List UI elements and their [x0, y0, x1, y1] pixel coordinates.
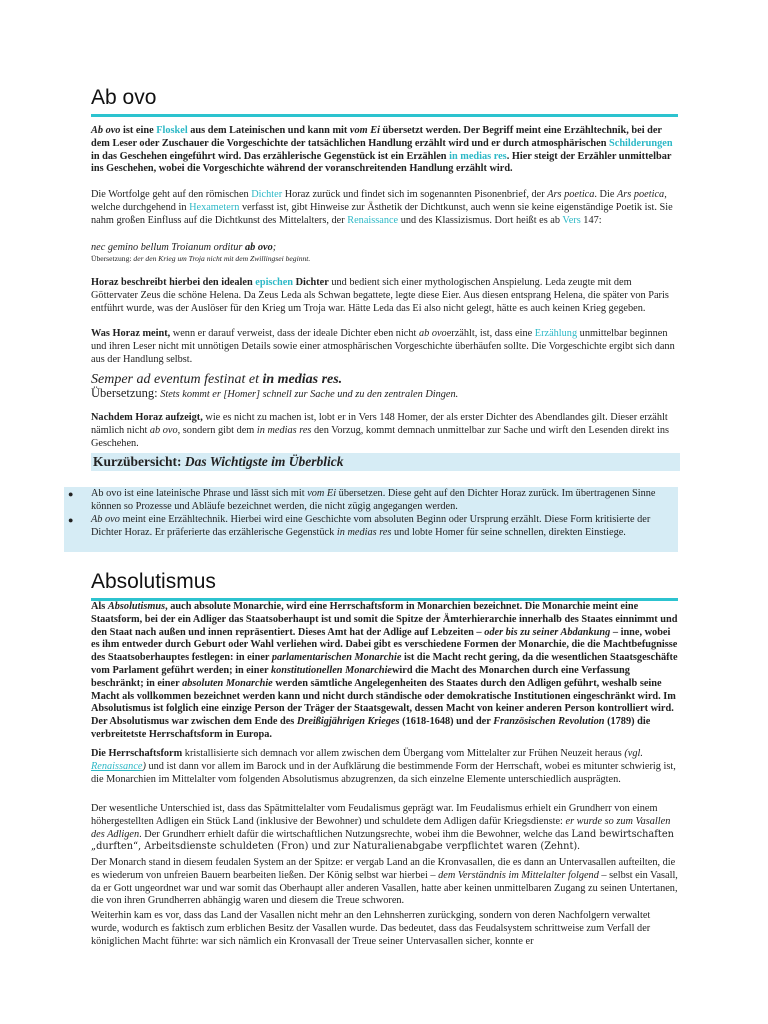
- link-erzaehlung[interactable]: Erzählung: [534, 328, 578, 339]
- heading-absolutismus: Absolutismus: [91, 570, 678, 601]
- heading-ab-ovo: Ab ovo: [91, 86, 678, 117]
- absolutismus-intro-paragraph: Als Absolutismus, auch absolute Monarchie, wird eine Herrschaftsform in Monarchien bezeichnet. Die Monarchie meint eine Staatsform, bei der ein Adliger das Staatsoberhaupt ist und somit die Spitze der Ämterhierarchie innerhalb des Staates einnimmt und den Staat nach außen und innen repräsentiert. Dieses Amt hat der Adlige auf Lebzeiten – oder bis zu seiner Abdankung – inne, wobei es ihm entweder durch Geburt oder Wahl verliehen wird. Dabei gibt es verschiedene Formen der Monarchie, die die Machtbefugnisse des Staatsoberhauptes festlegen: in einer parlamentarischen Monarchie ist die Macht recht gering, da die wesentlichen Staatsgeschäfte vom Parlament geführt werden; in einer konstitutionellen Monarchiewird die Macht des Monarchen durch eine Verfassung beschränkt; in einer absoluten Monarchie werden sämtliche Angelegenheiten des Staates durch den Adligen geführt, weshalb seine Macht als vollkommen bezeichnet werden kann und nicht durch ständische oder demokratische Institutionen eingeschränkt wird. Im Absolutismus ist folglich eine einzige Person der Träger der Staatsgewalt, dessen Macht von keiner anderen Person kontrolliert wird. Der Absolutismus war zwischen dem Ende des Dreißigjährigen Krieges (1618-1648) und der Französischen Revolution (1789) die verbreitetste Herrschaftsform in Europa.: [91, 601, 678, 740]
- ab-ovo-homer-paragraph: Nachdem Horaz aufzeigt, wie es nicht zu machen ist, lobt er in Vers 148 Homer, der als erster Dichter des Abendlandes gilt. Dieser erzählt nämlich nicht ab ovo, sondern gibt dem in medias res den Vorzug, kommt demnach unmittelbar zur Sache und wirft den Lesenden direkt ins Geschehen.: [91, 412, 670, 449]
- link-hexametern[interactable]: Hexametern: [189, 201, 240, 213]
- bullet-icon: ●: [68, 489, 74, 499]
- absolutismus-herrschaftsform-paragraph: Die Herrschaftsform kristallisierte sich demnach vor allem zwischen dem Übergang vom Mittelalter zur Frühen Neuzeit heraus (vgl. Renaissance) und ist dann vor allem im Barock und in der Aufklärung die bestimmende Form der Herrschaft, wobei es mitunter schwierig ist, die Monarchien im Mittelalter vom folgenden Absolutismus abzugrenzen, da sich einzelne Elemente unterschiedlich ausprägten.: [91, 748, 676, 785]
- ab-ovo-meaning-paragraph: Was Horaz meint, wenn er darauf verweist, dass der ideale Dichter eben nicht ab ovoerzählt, ist, dass eine Erzählung unmittelbar beginnen und ihren Leser nicht mit unnötigen Details sowie einer atmosphärischen Vorgeschichte überhäufen sollte. Die Vorgeschichte ergibt sich dann aus der Handlung selbst.: [91, 328, 675, 365]
- link-in-medias-res[interactable]: in medias res: [449, 150, 507, 162]
- summary-list: ● Ab ovo ist eine lateinische Phrase und lässt sich mit vom Ei übersetzen. Diese geht auf den Dichter Horaz zurück. Im übertragenen Sinne können so Prozesse und Abläufe bezeichnet werden, die nicht zügig angegangen werden. ● Ab ovo meint eine Erzähltechnik. Hierbei wird eine Geschichte vom absoluten Beginn oder Ursprung erzählt. Diese Form kritisierte der Dichter Horaz. Er präferierte das erzählerische Gegenstück in medias res und lobte Homer für seine schnellen, direkten Einstiege.: [64, 487, 678, 552]
- semper-translation: Übersetzung: Stets kommt er [Homer] schnell zur Sache und zu den zentralen Dingen.: [91, 386, 459, 400]
- link-dichter[interactable]: Dichter: [251, 189, 283, 200]
- latin-quote: nec gemino bellum Troianum orditur ab ovo;: [91, 242, 277, 253]
- semper-quote: Semper ad eventum festinat et in medias res.: [91, 372, 343, 387]
- ab-ovo-origin-paragraph: Die Wortfolge geht auf den römischen Dichter Horaz zurück und findet sich im sogenannten Pisonenbrief, der Ars poetica. Die Ars poetica, welche durchgehend in Hexametern verfasst ist, gibt Hinweise zur Ästhetik der Dichtkunst, auch wenn sie keine eigenständige Poetik ist. Sie nahm großen Einfluss auf die Dichtkunst des Mittelalters, der Renaissance und des Klassizismus. Dort heißt es ab Vers 147:: [91, 189, 673, 226]
- ab-ovo-intro-paragraph: Ab ovo ist eine Floskel aus dem Lateinischen und kann mit vom Ei übersetzt werden. Der Begriff meint eine Erzähltechnik, bei der dem Leser oder Zuschauer die Vorgeschichte der tatsächlichen Handlung erzählt wird und er durch atmosphärischen Schilderungen in das Geschehen eingeführt wird. Das erzählerische Gegenstück ist ein Erzählen in medias res. Hier steigt der Erzähler unmittelbar ins Geschehen, wobei die Vorgeschichte während der voranschreitenden Handlung erzählt wird.: [91, 125, 673, 175]
- link-floskel[interactable]: Floskel: [156, 125, 188, 136]
- link-renaissance[interactable]: Renaissance: [347, 214, 399, 226]
- link-epischen[interactable]: epischen: [255, 277, 294, 288]
- bullet-icon: ●: [68, 515, 74, 525]
- summary-heading: Kurzübersicht: Das Wichtigste im Überblick: [91, 453, 680, 471]
- latin-quote-translation: Übersetzung: der den Krieg um Troja nicht mit dem Zwillingsei beginnt.: [91, 254, 311, 263]
- link-renaissance-2[interactable]: Renaissance: [91, 760, 143, 772]
- absolutismus-monarch-paragraph: Der Monarch stand in diesem feudalen System an der Spitze: er vergab Land an die Kronvasallen, die es dann an Untervasallen aufteilten, die es wiederum von unfreien Bauern bearbeiten ließen. Der König selbst war hierbei – dem Verständnis im Mittelalter folgend – selbst ein Vasall, da er Gott ungeordnet war und war somit das Oberhaupt aller anderen Vasallen, hatte aber keinen unmittelbaren Zugang zu seinen Untertanen, die von ihren Grundherren abhängig waren und diesem die Treue schworen.: [91, 857, 678, 907]
- absolutismus-vasallen-paragraph: Weiterhin kam es vor, dass das Land der Vasallen nicht mehr an den Lehnsherren zurückging, sondern von deren Nachfolgern verwaltet wurde, wodurch es faktisch zum erblichen Besitz der Vasallen wurde. Das bedeutet, dass das Feudalsystem schrittweise zum Verfall der königlichen Macht führte: war sich nämlich ein Kronvasall der Treue seiner Untervasallen sicher, konnte er: [91, 910, 651, 947]
- link-schilderungen[interactable]: Schilderungen: [609, 137, 673, 149]
- ab-ovo-horaz-paragraph: Horaz beschreibt hierbei den idealen epischen Dichter und bedient sich einer mythologischen Anspielung. Leda zeugte mit dem Göttervater Zeus die schöne Helena. Da Zeus Leda als Schwan begattete, legte diese Eier. Aus diesen entsprang Helena, die später von Paris entführt wurde, was der Auslöser für den Krieg um Troja war. Hätte Leda das Ei also nicht gelegt, hätte es auch keinen Krieg gegeben.: [91, 277, 669, 314]
- absolutismus-feudalismus-paragraph: Der wesentliche Unterschied ist, dass das Spätmittelalter vom Feudalismus geprägt war. Im Feudalismus erhielt ein Grundherr von einem höhergestellten Adligen ein Stück Land (inklusive der Bewohner) und schuldete dem Adligen dafür Kriegsdienste: er wurde so zum Vasallen des Adligen. Der Grundherr erhielt dafür die wirtschaftlichen Nutzungsrechte, wobei ihm die Bewohner, welche das Land bewirtschaften „durften“, Arbeitsdienste schuldeten (Fron) und zur Naturalienabgabe verpflichtet waren (Zehnt).: [91, 803, 674, 853]
- link-vers[interactable]: Vers: [562, 214, 581, 226]
